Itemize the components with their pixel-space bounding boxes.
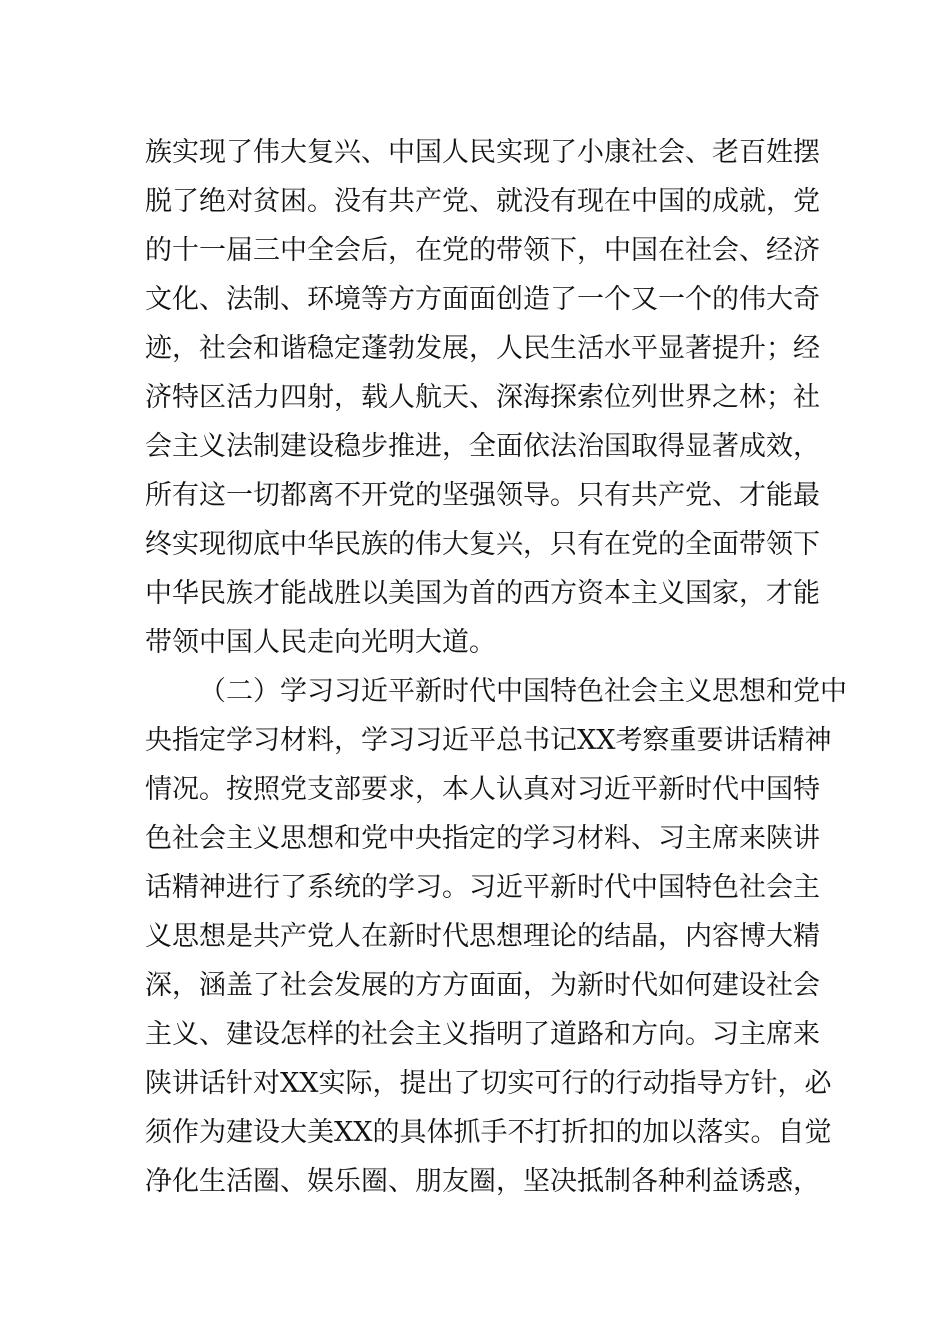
paragraph-line: 色社会主义思想和党中央指定的学习材料、习主席来陕讲 [145, 823, 820, 854]
paragraph-line: 迹，社会和谐稳定蓬勃发展，人民生活水平显著提升；经 [145, 333, 820, 364]
paragraph-line: 文化、法制、环境等方方面面创造了一个又一个的伟大奇 [145, 284, 820, 315]
paragraph-line: 央指定学习材料，学习习近平总书记XX考察重要讲话精神 [145, 725, 832, 756]
paragraph-line: 中华民族才能战胜以美国为首的西方资本主义国家，才能 [145, 578, 820, 609]
paragraph-line: 会主义法制建设稳步推进，全面依法治国取得显著成效， [145, 431, 820, 462]
paragraph-line: 深，涵盖了社会发展的方方面面，为新时代如何建设社会 [145, 970, 820, 1001]
paragraph-line: 情况。按照党支部要求，本人认真对习近平新时代中国特 [145, 774, 820, 805]
paragraph-line: 陕讲话针对XX实际，提出了切实可行的行动指导方针，必 [145, 1068, 832, 1099]
paragraph-line: 族实现了伟大复兴、中国人民实现了小康社会、老百姓摆 [145, 137, 820, 168]
paragraph-line: 须作为建设大美XX的具体抓手不打折扣的加以落实。自觉 [145, 1117, 832, 1148]
paragraph-line: 脱了绝对贫困。没有共产党、就没有现在中国的成就，党 [145, 186, 820, 217]
paragraph-line: 的十一届三中全会后，在党的带领下，中国在社会、经济 [145, 235, 820, 266]
paragraph-line: 主义、建设怎样的社会主义指明了道路和方向。习主席来 [145, 1019, 820, 1050]
paragraph-line: 净化生活圈、娱乐圈、朋友圈，坚决抵制各种利益诱惑， [145, 1166, 820, 1197]
paragraph-line: 义思想是共产党人在新时代思想理论的结晶，内容博大精 [145, 921, 820, 952]
paragraph-line: 终实现彻底中华民族的伟大复兴，只有在党的全面带领下 [145, 529, 820, 560]
paragraph-line: 带领中国人民走向光明大道。 [145, 627, 496, 658]
paragraph-line: 济特区活力四射，载人航天、深海探索位列世界之林；社 [145, 382, 820, 413]
section-heading-line: （二）学习习近平新时代中国特色社会主义思想和党中 [199, 676, 847, 707]
paragraph-line: 所有这一切都离不开党的坚强领导。只有共产党、才能最 [145, 480, 820, 511]
body-text [145, 128, 847, 1206]
paragraph-line: 话精神进行了系统的学习。习近平新时代中国特色社会主 [145, 872, 820, 903]
